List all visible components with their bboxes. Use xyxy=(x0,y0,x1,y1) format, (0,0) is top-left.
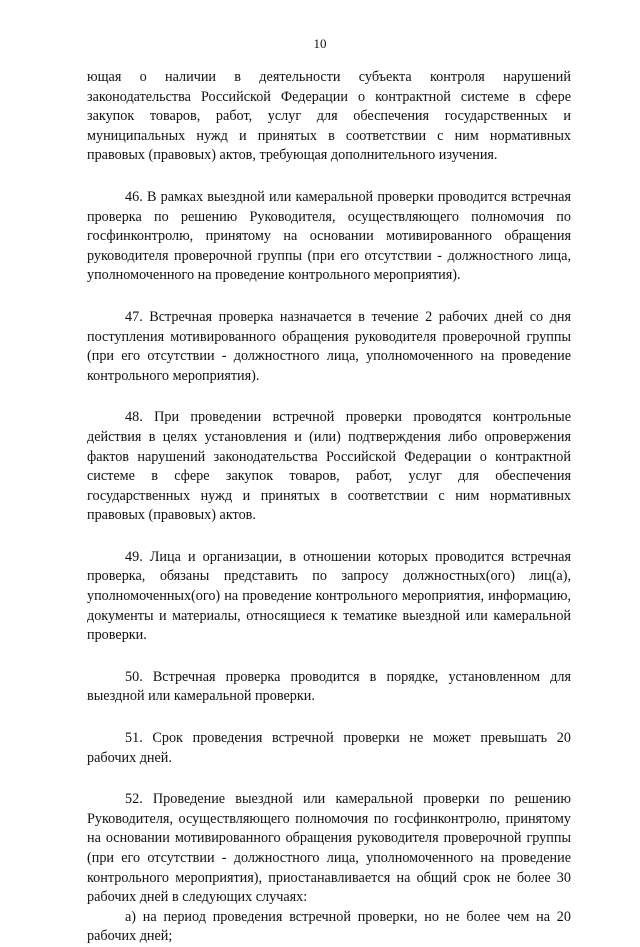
paragraph-52: 52. Проведение выездной или камеральной проверки по решению Руководителя, осуществляющего полномочия по госфинконтролю, принятому на основании мотивированного обращения руководителя проверочной группы (при его отсутствии - должностного лица, уполномоченного на проведение контрольного мероприятия), приостанавливается на общий срок не более 30 рабочих дней в следующих случаях: xyxy=(87,791,571,906)
paragraph-50: 50. Встречная проверка проводится в порядке, установленном для выездной или камеральной проверки. xyxy=(87,668,571,705)
paragraph-49: 49. Лица и организации, в отношении которых проводится встречная проверка, обязаны представить по запросу должностных(ого) лиц(а), уполномоченных(ого) на проведение контрольного мероприятия, информацию, документы и материалы, относящиеся к тематике выездной или камеральной проверки. xyxy=(87,548,571,644)
paragraph-continuation: ющая о наличии в деятельности субъекта контроля нарушений законодательства Российской Федерации о контрактной системе в сфере закупок товаров, работ, услуг для обеспечения государственных и муниципальных нужд и принятых в соответствии с ним нормативных правовых (правовых) актов, требующая дополнительного изучения. xyxy=(87,69,571,164)
paragraph-48: 48. При проведении встречной проверки проводятся контрольные действия в целях установления и (или) подтверждения либо опровержения фактов нарушений законодательства Российской Федерации о контрактной системе в сфере закупок товаров, работ, услуг для обеспечения государственных нужд и принятых в соответствии с ним нормативных правовых (правовых) актов. xyxy=(87,409,571,524)
document-body xyxy=(87,68,571,947)
page-number: 10 xyxy=(313,36,327,51)
paragraph-51: 51. Срок проведения встречной проверки не может превышать 20 рабочих дней. xyxy=(87,730,571,766)
paragraph-52-a: а) на период проведения встречной проверки, но не более чем на 20 рабочих дней; xyxy=(87,908,571,945)
paragraph-47: 47. Встречная проверка назначается в течение 2 рабочих дней со дня поступления мотивированного обращения руководителя проверочной группы (при его отсутствии - должностного лица, уполномоченного на проведение контрольного мероприятия). xyxy=(87,308,571,384)
paragraph-46: 46. В рамках выездной или камеральной проверки проводится встречная проверка по решению Руководителя, осуществляющего полномочия по госфинконтролю, принятому на основании мотивированного обращения руководителя проверочной группы (при его отсутствии - должностного лица, уполномоченного на проведение контрольного мероприятия). xyxy=(87,188,571,284)
